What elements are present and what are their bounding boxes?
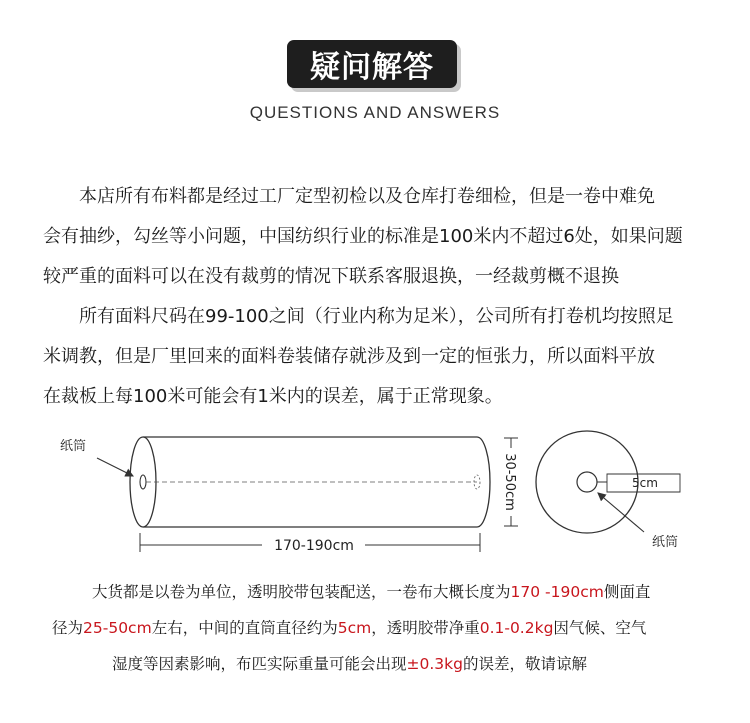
tube-arrow-left: [97, 458, 133, 476]
page-subtitle: QUESTIONS AND ANSWERS: [249, 103, 501, 122]
note-line-1: [40, 574, 720, 610]
intro-line: 较严重的面料可以在没有裁剪的情况下联系客服退换，一经裁剪概不退换: [43, 266, 619, 287]
note-line-2: [40, 610, 720, 646]
note-text: 左右，中间的直筒直径约为: [151, 619, 338, 637]
note-text: 湿度等因素影响，布匹实际重量可能会出现: [112, 655, 407, 673]
fabric-roll-diagram: [0, 430, 750, 560]
roll-end-view: [536, 431, 680, 533]
note-text: ，透明胶带净重: [371, 619, 480, 637]
shipping-note: [40, 574, 720, 682]
intro-line: 米调教，但是厂里回来的面料卷装储存就涉及到一定的恒张力，所以面料平放: [43, 346, 655, 367]
roll-length-value: 170 -190cm: [510, 583, 604, 601]
length-label: 170-190cm: [274, 538, 354, 554]
note-text: 的误差，敬请谅解: [462, 655, 587, 673]
intro-line: 在裁板上每100米可能会有1米内的误差，属于正常现象。: [43, 386, 503, 407]
tube-label-right: 纸筒: [652, 535, 679, 550]
core-size-label: 5cm: [632, 476, 658, 490]
core-diameter-value: 5cm: [337, 619, 372, 637]
diameter-label: 30-50cm: [502, 453, 517, 511]
note-text: 径为: [52, 619, 84, 637]
note-text: 因气候、空气: [553, 619, 647, 637]
tube-label-left: 纸筒: [60, 439, 87, 454]
intro-line: 会有抽纱，勾丝等小问题，中国纺织行业的标准是100米内不超过6处，如果问题: [43, 226, 683, 247]
roll-side-view: [130, 437, 490, 527]
intro-line: 本店所有布料都是经过工厂定型初检以及仓库打卷细检，但是一卷中难免: [79, 186, 655, 207]
title-badge: [287, 40, 457, 88]
note-text: 侧面直: [603, 583, 651, 601]
roll-diameter-value: 25-50cm: [83, 619, 152, 637]
intro-text: [43, 177, 711, 417]
page-title: 疑问解答: [310, 50, 434, 85]
weight-error-value: ±0.3kg: [406, 655, 463, 673]
tape-weight-value: 0.1-0.2kg: [479, 619, 554, 637]
intro-line: 所有面料尺码在99-100之间（行业内称为足米），公司所有打卷机均按照足: [79, 306, 674, 327]
note-text: 大货都是以卷为单位，透明胶带包装配送，一卷布大概长度为: [92, 583, 511, 601]
note-line-3: [40, 646, 720, 682]
